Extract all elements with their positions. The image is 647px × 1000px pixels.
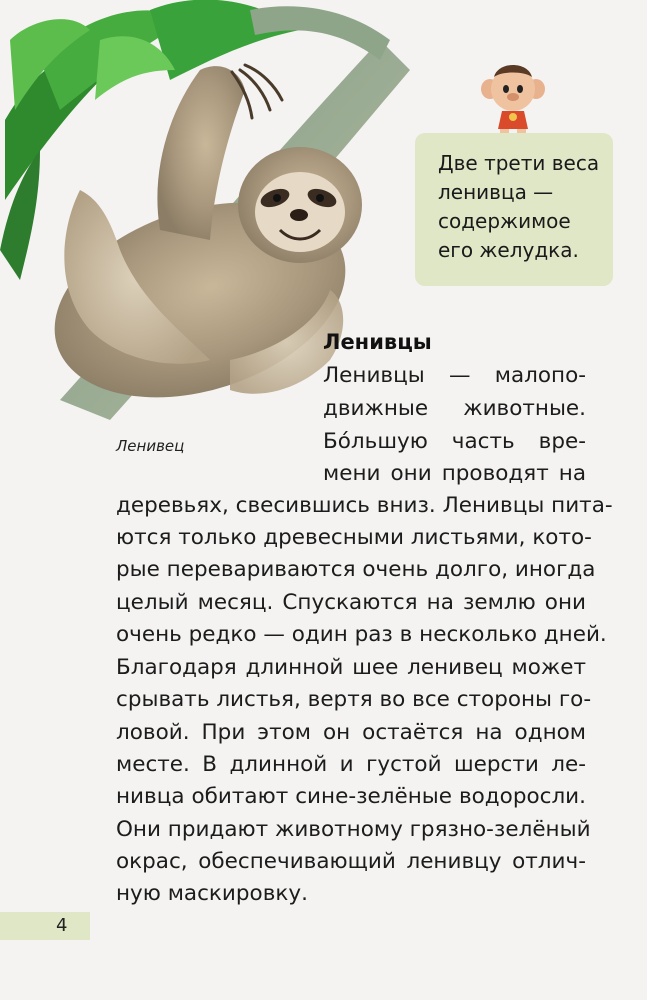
article-line: месте. В длинной и густой шерсти ле- <box>116 752 586 777</box>
article-line: срывать листья, вертя во все стороны го- <box>116 687 592 712</box>
fact-box <box>415 133 613 286</box>
fact-line: содержимое <box>438 209 571 233</box>
fact-line: Две трети веса <box>438 151 600 175</box>
page-number-tab <box>0 912 90 940</box>
fact-text <box>438 149 614 265</box>
article-line: ются только древесными листьями, кото- <box>116 525 592 550</box>
article-line: ловой. При этом он остаётся на одном <box>116 720 586 745</box>
article-line: рые перевариваются очень долго, иногда <box>116 557 596 582</box>
article-line: ную маскировку. <box>116 881 308 906</box>
article-line: окрас, обеспечивающий ленивцу отлич- <box>116 849 586 874</box>
fact-line: ленивца — <box>438 180 554 204</box>
page-number: 4 <box>56 915 68 936</box>
article-heading: Ленивцы <box>323 330 432 354</box>
article-line: деревьях, свесившись вниз. Ленивцы пита- <box>116 493 613 518</box>
article-line: мени они проводят на <box>323 461 586 486</box>
article-line: Ленивцы — малопо- <box>323 363 586 388</box>
image-caption: Ленивец <box>116 437 185 455</box>
article-line: Бо́льшую часть вре- <box>323 429 586 454</box>
article-line: движные животные. <box>323 396 586 421</box>
article-line: Благодаря длинной шее ленивец может <box>116 655 586 680</box>
mascot-character-icon <box>478 55 548 139</box>
fact-line: его желудка. <box>438 238 579 262</box>
article-line: нивца обитают сине-зелёные водоросли. <box>116 784 586 809</box>
article-line: Они придают животному грязно-зелёный <box>116 817 591 842</box>
article-line: целый месяц. Спускаются на землю они <box>116 590 586 615</box>
article-line: очень редко — один раз в несколько дней. <box>116 622 607 647</box>
